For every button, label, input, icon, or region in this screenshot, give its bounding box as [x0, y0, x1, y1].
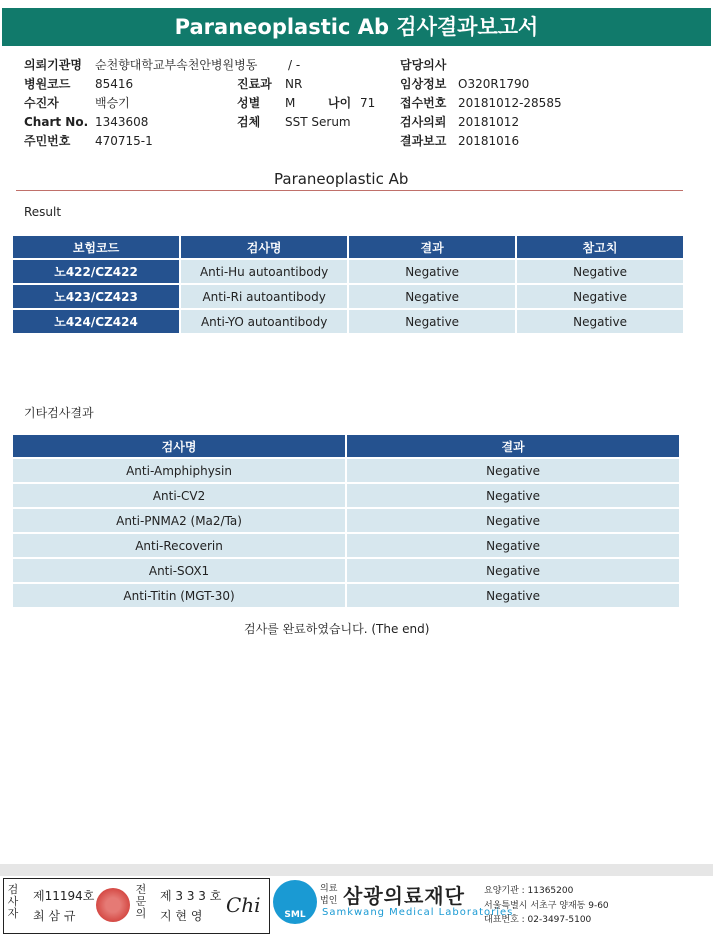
insurance-code: 노424/CZ424 — [13, 310, 179, 333]
org-phone: 대표번호 : 02-3497-5100 — [484, 915, 592, 925]
table-row — [13, 484, 679, 507]
tester-license-no: 제11194호 — [33, 889, 95, 903]
header-result: 결과 — [347, 435, 679, 457]
request-label: 검사의뢰 — [400, 115, 447, 129]
test-name: Anti-Recoverin — [13, 534, 345, 557]
test-result: Negative — [347, 559, 679, 582]
table-row — [13, 285, 683, 308]
table-row — [13, 310, 683, 333]
reference-value: Negative — [517, 260, 683, 283]
result-table — [11, 234, 685, 335]
tester-name: 최 삼 규 — [33, 909, 76, 923]
table-row — [13, 584, 679, 607]
request-value: 20181012 — [458, 115, 520, 129]
chart-label: Chart No. — [24, 115, 89, 129]
seal-stamp — [96, 888, 130, 922]
org-code: 요양기관 : 11365200 — [484, 886, 574, 896]
reference-value: Negative — [517, 285, 683, 308]
report-title: Paraneoplastic Ab 검사결과보고서 — [2, 8, 711, 46]
org-address: 서울특별시 서초구 양재동 9-60 — [484, 901, 609, 911]
sex-label: 성별 — [237, 96, 261, 110]
test-result: Negative — [347, 534, 679, 557]
section-divider — [16, 190, 683, 191]
org-english-name: Samkwang Medical Laboratories — [322, 907, 514, 918]
table-row — [13, 260, 683, 283]
sml-logo: SML — [273, 880, 317, 924]
header-insurance-code: 보험코드 — [13, 236, 179, 258]
other-header-row — [13, 435, 679, 457]
table-row — [13, 509, 679, 532]
test-result: Negative — [347, 584, 679, 607]
header-test-name: 검사명 — [13, 435, 345, 457]
insurance-code: 노422/CZ422 — [13, 260, 179, 283]
specimen-value: SST Serum — [285, 115, 351, 129]
insurance-code: 노423/CZ423 — [13, 285, 179, 308]
test-result: Negative — [347, 509, 679, 532]
clinical-value: O320R1790 — [458, 77, 530, 91]
test-name: Anti-Titin (MGT-30) — [13, 584, 345, 607]
accession-label: 접수번호 — [400, 96, 447, 110]
hospital-label: 의뢰기관명 — [24, 58, 82, 72]
specimen-label: 검체 — [237, 115, 261, 129]
patient-label: 수진자 — [24, 96, 59, 110]
org-prefix-2: 법인 — [320, 896, 338, 906]
chart-value: 1343608 — [95, 115, 149, 129]
end-note: 검사를 완료하였습니다. (The end) — [244, 622, 430, 636]
test-name: Anti-Hu autoantibody — [181, 260, 347, 283]
signature: Chi — [226, 893, 261, 917]
specialist-name: 지 현 영 — [160, 909, 203, 923]
result-header-row — [13, 236, 683, 258]
result-label: Result — [24, 205, 62, 219]
header-test-name: 검사명 — [181, 236, 347, 258]
report-label: 결과보고 — [400, 134, 447, 148]
test-name: Anti-Amphiphysin — [13, 459, 345, 482]
reference-value: Negative — [517, 310, 683, 333]
test-result: Negative — [349, 260, 515, 283]
code-value: 85416 — [95, 77, 134, 91]
age-value: 71 — [360, 96, 376, 110]
doctor-label: 담당의사 — [400, 58, 447, 72]
code-label: 병원코드 — [24, 77, 71, 91]
age-label: 나이 — [328, 96, 352, 110]
org-prefix-1: 의료 — [320, 884, 338, 894]
report-value: 20181016 — [458, 134, 520, 148]
test-result: Negative — [347, 484, 679, 507]
patient-value: 백승기 — [95, 96, 130, 110]
footer-divider — [0, 864, 713, 876]
dept-label: 진료과 — [237, 77, 272, 91]
hospital-value: 순천향대학교부속천안병원병동 — [95, 58, 258, 72]
header-result: 결과 — [349, 236, 515, 258]
sex-value: M — [285, 96, 296, 110]
test-name: Anti-CV2 — [13, 484, 345, 507]
id-value: 470715-1 — [95, 134, 153, 148]
test-name: Anti-PNMA2 (Ma2/Ta) — [13, 509, 345, 532]
specialist-license-no: 제 3 3 3 호 — [160, 889, 222, 903]
test-result: Negative — [349, 310, 515, 333]
ward-value: / - — [288, 58, 301, 72]
table-row — [13, 459, 679, 482]
other-tests-label: 기타검사결과 — [24, 406, 94, 420]
org-name: 삼광의료재단 — [343, 884, 465, 908]
clinical-label: 임상정보 — [400, 77, 447, 91]
test-result: Negative — [347, 459, 679, 482]
other-tests-table — [11, 433, 681, 609]
specialist-vertical-label: 전 문 의 — [135, 883, 147, 920]
id-label: 주민번호 — [24, 134, 71, 148]
test-name: Anti-Ri autoantibody — [181, 285, 347, 308]
accession-value: 20181012-28585 — [458, 96, 562, 110]
test-name: Anti-SOX1 — [13, 559, 345, 582]
section-title: Paraneoplastic Ab — [274, 170, 409, 188]
table-row — [13, 534, 679, 557]
header-reference: 참고치 — [517, 236, 683, 258]
table-row — [13, 559, 679, 582]
test-name: Anti-YO autoantibody — [181, 310, 347, 333]
test-result: Negative — [349, 285, 515, 308]
tester-vertical-label: 검 사 자 — [7, 883, 19, 920]
dept-value: NR — [285, 77, 303, 91]
